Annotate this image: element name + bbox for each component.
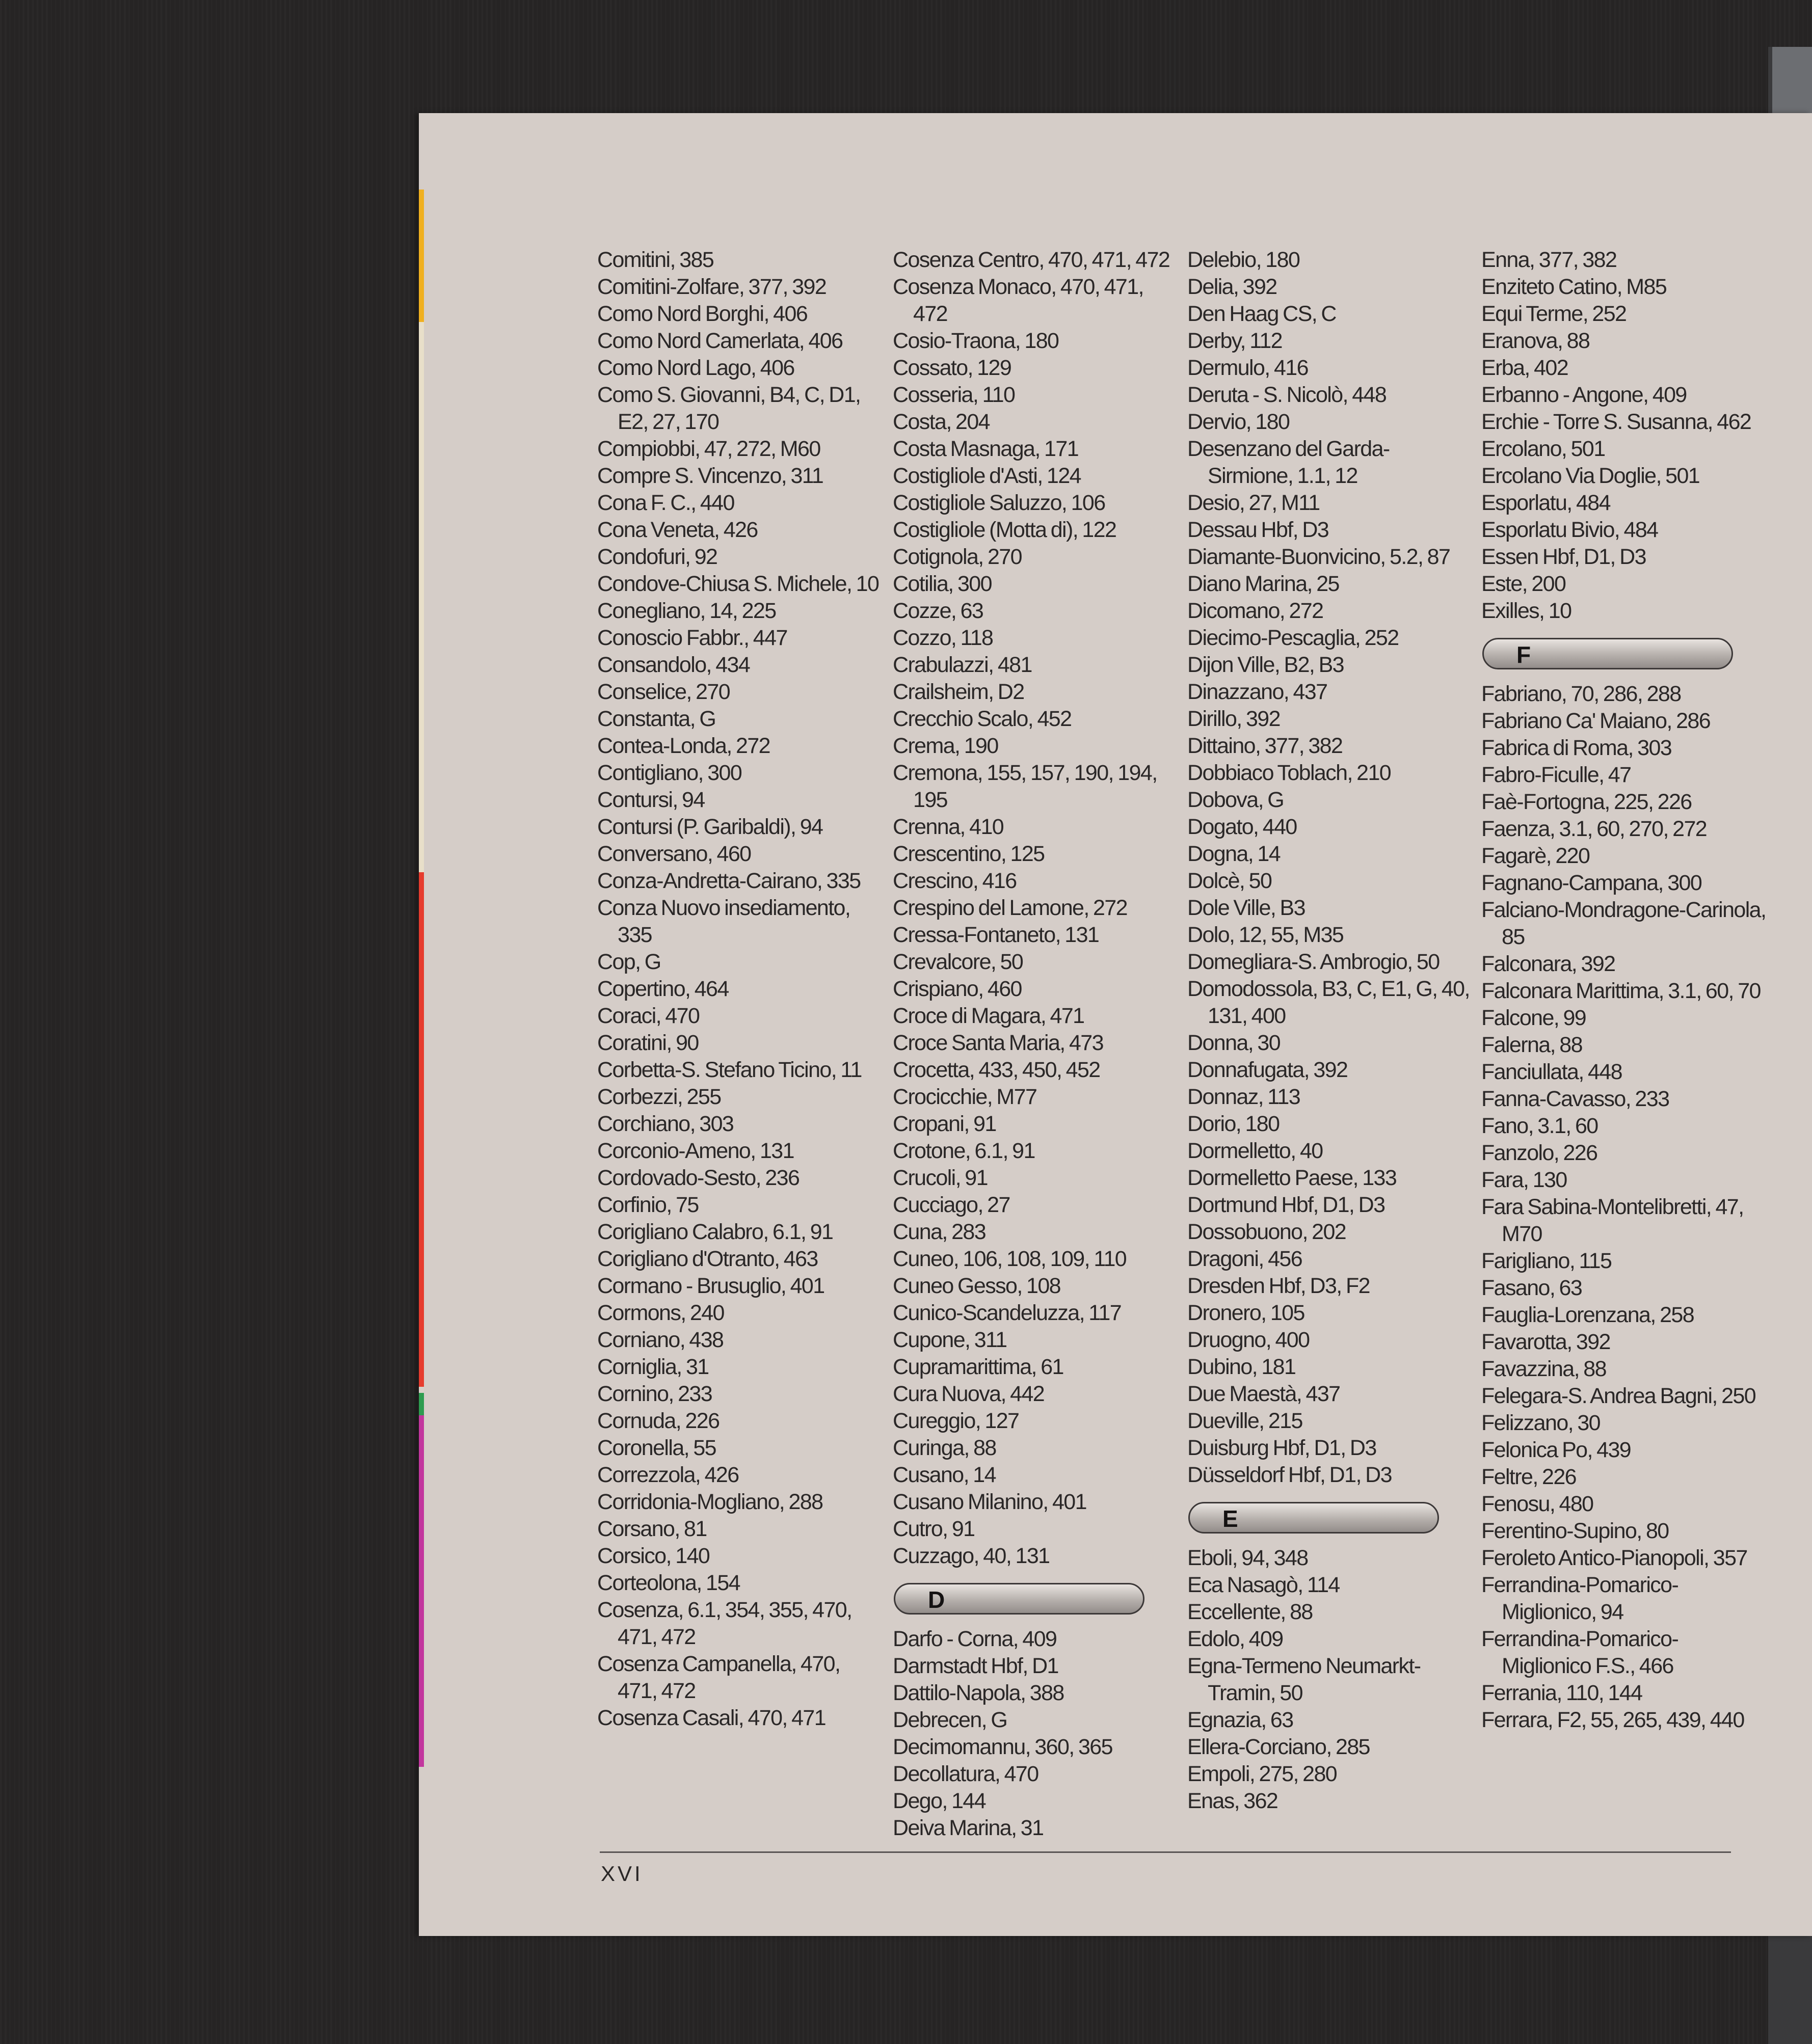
index-entry: Croce di Magara, 471 [893,1004,1084,1028]
index-entry: Cosenza Campanella, 470, 471, 472 [597,1652,840,1703]
index-entry: Erbanno - Angone, 409 [1481,383,1687,407]
index-entry: Corteolona, 154 [597,1571,740,1595]
index-entry: Como Nord Borghi, 406 [597,302,808,326]
index-entry: Dobova, G [1187,788,1284,812]
index-entry: Cura Nuova, 442 [893,1382,1045,1406]
index-entry: Falcone, 99 [1481,1006,1586,1030]
index-entry: Dortmund Hbf, D1, D3 [1187,1193,1385,1217]
index-entry: Domegliara-S. Ambrogio, 50 [1187,950,1440,974]
index-entry: Cormano - Brusuglio, 401 [597,1274,824,1298]
index-entry: Corfinio, 75 [597,1193,699,1217]
index-entry: Felizzano, 30 [1481,1411,1600,1435]
index-entry: Como Nord Lago, 406 [597,356,794,380]
index-entry: Dole Ville, B3 [1187,896,1305,920]
index-entry: Ferentino-Supino, 80 [1481,1519,1669,1543]
index-entry: Cop, G [597,950,661,974]
index-entry: Feltre, 226 [1481,1465,1576,1489]
index-entry: Fara, 130 [1481,1168,1567,1192]
index-column-2 [893,247,1178,1842]
index-entry: Cuneo, 106, 108, 109, 110 [893,1247,1127,1271]
index-entry: Crenna, 410 [893,815,1004,839]
index-entry: Ferrania, 110, 144 [1481,1681,1642,1705]
index-entry: Ferrandina-Pomarico-Miglionico, 94 [1481,1573,1678,1624]
index-entry: Dattilo-Napola, 388 [893,1681,1064,1705]
index-entry: Condofuri, 92 [597,545,717,569]
index-entry: Eccellente, 88 [1187,1600,1313,1624]
index-column-1 [597,247,883,1732]
index-entry: Crucoli, 91 [893,1166,988,1190]
index-entry: Coratini, 90 [597,1031,699,1055]
index-entry: Crema, 190 [893,734,998,758]
index-entry: Donna, 30 [1187,1031,1281,1055]
index-entry: Cordovado-Sesto, 236 [597,1166,800,1190]
index-entry: Corconio-Ameno, 131 [597,1139,794,1163]
index-entry: Dessau Hbf, D3 [1187,518,1329,542]
index-entry: Crocetta, 433, 450, 452 [893,1058,1100,1082]
index-entry: Decimomannu, 360, 365 [893,1735,1112,1759]
index-entry: Ercolano, 501 [1481,437,1605,461]
index-entry: Delebio, 180 [1187,248,1300,272]
index-entry: Fano, 3.1, 60 [1481,1114,1598,1138]
index-entry: Corridonia-Mogliano, 288 [597,1490,823,1514]
index-entry: Darfo - Corna, 409 [893,1627,1057,1651]
index-entry: Cormons, 240 [597,1301,724,1325]
index-entry: Conoscio Fabbr., 447 [597,626,787,650]
index-entry: Derby, 112 [1187,329,1282,353]
index-entry: Dorio, 180 [1187,1112,1280,1136]
index-entry: Coraci, 470 [597,1004,700,1028]
index-entry: Decollatura, 470 [893,1762,1038,1786]
index-entry: Como Nord Camerlata, 406 [597,329,843,353]
index-entry: Constanta, G [597,707,716,731]
index-entry: Enas, 362 [1187,1789,1278,1813]
index-entry: Felonica Po, 439 [1481,1438,1631,1462]
index-entry: Dicomano, 272 [1187,599,1323,623]
index-entry: Favarotta, 392 [1481,1330,1610,1354]
index-entry: Cossato, 129 [893,356,1011,380]
index-entry: Costigliole (Motta di), 122 [893,518,1116,542]
index-entry: Fanzolo, 226 [1481,1141,1597,1165]
index-entry: Conegliano, 14, 225 [597,599,776,623]
index-entry: Eranova, 88 [1481,329,1590,353]
index-entry: Crabulazzi, 481 [893,653,1032,677]
index-entry: Copertino, 464 [597,977,729,1001]
index-entry: Cornuda, 226 [597,1409,720,1433]
index-entry: Conselice, 270 [597,680,730,704]
section-header-d [894,1583,1144,1615]
index-entry: Equi Terme, 252 [1481,302,1627,326]
index-entry: Costigliole Saluzzo, 106 [893,491,1105,515]
index-entry: Esporlatu Bivio, 484 [1481,518,1658,542]
index-entry: Corigliano d'Otranto, 463 [597,1247,818,1271]
index-entry: Compre S. Vincenzo, 311 [597,464,823,488]
index-entry: Düsseldorf Hbf, D1, D3 [1187,1463,1392,1487]
index-entry: Corsano, 81 [597,1517,707,1541]
index-entry: Corchiano, 303 [597,1112,734,1136]
index-entry: Costa Masnaga, 171 [893,437,1079,461]
index-entry: Crocicchie, M77 [893,1085,1037,1109]
index-entry: Cona Veneta, 426 [597,518,758,542]
index-entry: Druogno, 400 [1187,1328,1310,1352]
index-entry: Dego, 144 [893,1789,986,1813]
index-columns [419,113,1812,1936]
index-entry: Diecimo-Pescaglia, 252 [1187,626,1399,650]
index-entry: Cutro, 91 [893,1517,975,1541]
index-entry: Dittaino, 377, 382 [1187,734,1343,758]
index-entry: Den Haag CS, C [1187,302,1336,326]
index-entry: Este, 200 [1481,572,1566,596]
index-entry: Fabriano Ca' Maiano, 286 [1481,709,1711,733]
index-entry: Enna, 377, 382 [1481,248,1617,272]
index-entry: Faenza, 3.1, 60, 270, 272 [1481,817,1707,841]
footer-rule [600,1851,1731,1853]
index-entry: Cucciago, 27 [893,1193,1010,1217]
index-entry: Dormelletto Paese, 133 [1187,1166,1397,1190]
index-entry: Crailsheim, D2 [893,680,1024,704]
index-page [419,113,1812,1936]
index-entry: Dijon Ville, B2, B3 [1187,653,1344,677]
index-column-3 [1187,247,1473,1815]
index-entry: Cotignola, 270 [893,545,1022,569]
index-entry: Dresden Hbf, D3, F2 [1187,1274,1370,1298]
index-entry: Empoli, 275, 280 [1187,1762,1337,1786]
index-entry: Donnaz, 113 [1187,1085,1300,1109]
index-entry: Essen Hbf, D1, D3 [1481,545,1646,569]
index-entry: Cusano, 14 [893,1463,996,1487]
index-entry: Cuna, 283 [893,1220,986,1244]
index-entry: Ferrandina-Pomarico-Miglionico F.S., 466 [1481,1627,1678,1678]
index-entry: Duisburg Hbf, D1, D3 [1187,1436,1376,1460]
index-entry: Cusano Milanino, 401 [893,1490,1086,1514]
index-entry: Cuzzago, 40, 131 [893,1544,1050,1568]
index-entry: Cosseria, 110 [893,383,1015,407]
index-entry: Dogato, 440 [1187,815,1297,839]
index-entry: Deiva Marina, 31 [893,1816,1044,1840]
index-entry: Fabro-Ficulle, 47 [1481,763,1631,787]
index-entry: Crespino del Lamone, 272 [893,896,1127,920]
index-entry: Cona F. C., 440 [597,491,734,515]
index-entry: Conversano, 460 [597,842,751,866]
index-entry: Croce Santa Maria, 473 [893,1031,1103,1055]
index-entry: Falconara, 392 [1481,952,1615,976]
section-header-e [1188,1502,1439,1534]
index-entry: Egnazia, 63 [1187,1708,1293,1732]
index-entry: Diano Marina, 25 [1187,572,1339,596]
index-entry: Cuneo Gesso, 108 [893,1274,1060,1298]
index-entry: Exilles, 10 [1481,599,1571,623]
index-entry: Condove-Chiusa S. Michele, 10 [597,572,879,596]
index-entry: Dossobuono, 202 [1187,1220,1346,1244]
index-entry: Falerna, 88 [1481,1033,1582,1057]
index-entry: Fenosu, 480 [1481,1492,1593,1516]
index-entry: Esporlatu, 484 [1481,491,1610,515]
index-entry: Feroleto Antico-Pianopoli, 357 [1481,1546,1747,1570]
index-entry: Dinazzano, 437 [1187,680,1327,704]
index-entry: Cropani, 91 [893,1112,996,1136]
index-entry: Como S. Giovanni, B4, C, D1, E2, 27, 170 [597,383,861,434]
index-entry: Deruta - S. Nicolò, 448 [1187,383,1387,407]
section-letter: E [1222,1505,1238,1532]
adjacent-page-edge [1772,47,1812,118]
index-entry: Falciano-Mondragone-Carinola, 85 [1481,898,1766,949]
index-entry: Cureggio, 127 [893,1409,1019,1433]
index-entry: Crispiano, 460 [893,977,1022,1001]
index-entry: Falconara Marittima, 3.1, 60, 70 [1481,979,1761,1003]
section-letter: D [928,1586,945,1613]
index-entry: Cupramarittima, 61 [893,1355,1063,1379]
index-entry: Comitini-Zolfare, 377, 392 [597,275,827,299]
index-entry: Fauglia-Lorenzana, 258 [1481,1303,1694,1327]
index-entry: Dragoni, 456 [1187,1247,1302,1271]
index-entry: Ellera-Corciano, 285 [1187,1735,1370,1759]
index-entry: Correzzola, 426 [597,1463,739,1487]
index-entry: Comitini, 385 [597,248,714,272]
index-entry: Cosenza Centro, 470, 471, 472 [893,248,1170,272]
index-entry: Delia, 392 [1187,275,1277,299]
index-entry: Corbezzi, 255 [597,1085,721,1109]
index-entry: Compiobbi, 47, 272, M60 [597,437,820,461]
index-entry: Costa, 204 [893,410,990,434]
index-entry: Debrecen, G [893,1708,1007,1732]
index-entry: Erba, 402 [1481,356,1568,380]
index-entry: Corbetta-S. Stefano Ticino, 11 [597,1058,862,1082]
page-number: XVI [601,1862,643,1886]
index-entry: Dirillo, 392 [1187,707,1280,731]
section-header-f [1482,638,1733,669]
index-entry: Contursi, 94 [597,788,705,812]
index-entry: Cunico-Scandeluzza, 117 [893,1301,1122,1325]
index-entry: Cosenza Monaco, 470, 471, 472 [893,275,1143,326]
index-entry: Cotilia, 300 [893,572,992,596]
index-entry: Dormelletto, 40 [1187,1139,1323,1163]
index-entry: Dervio, 180 [1187,410,1290,434]
index-entry: Crevalcore, 50 [893,950,1023,974]
index-entry: Fagnano-Campana, 300 [1481,871,1702,895]
index-entry: Consandolo, 434 [597,653,750,677]
index-entry: Cosenza Casali, 470, 471 [597,1706,826,1730]
index-entry: Darmstadt Hbf, D1 [893,1654,1058,1678]
index-entry: Crotone, 6.1, 91 [893,1139,1035,1163]
index-entry: Enziteto Catino, M85 [1481,275,1667,299]
index-entry: Cozze, 63 [893,599,983,623]
index-entry: Costigliole d'Asti, 124 [893,464,1081,488]
index-entry: Dubino, 181 [1187,1355,1296,1379]
index-entry: Conza-Andretta-Cairano, 335 [597,869,861,893]
index-entry: Edolo, 409 [1187,1627,1283,1651]
index-entry: Faè-Fortogna, 225, 226 [1481,790,1692,814]
index-entry: Dronero, 105 [1187,1301,1304,1325]
index-entry: Desenzano del Garda-Sirmione, 1.1, 12 [1187,437,1390,488]
index-entry: Corniano, 438 [597,1328,724,1352]
index-entry: Conza Nuovo insediamento, 335 [597,896,850,947]
index-entry: Domodossola, B3, C, E1, G, 40, 131, 400 [1187,977,1470,1028]
index-entry: Contea-Londa, 272 [597,734,770,758]
index-entry: Corsico, 140 [597,1544,710,1568]
index-entry: Eca Nasagò, 114 [1187,1573,1340,1597]
section-letter: F [1516,641,1531,668]
index-entry: Dermulo, 416 [1187,356,1308,380]
index-entry: Cornino, 233 [597,1382,712,1406]
index-entry: Dolcè, 50 [1187,869,1272,893]
index-entry: Cozzo, 118 [893,626,993,650]
index-entry: Favazzina, 88 [1481,1357,1606,1381]
index-entry: Corniglia, 31 [597,1355,709,1379]
index-entry: Contursi (P. Garibaldi), 94 [597,815,823,839]
index-entry: Ferrara, F2, 55, 265, 439, 440 [1481,1708,1744,1732]
index-entry: Felegara-S. Andrea Bagni, 250 [1481,1384,1756,1408]
index-entry: Cupone, 311 [893,1328,1007,1352]
index-column-4 [1481,247,1767,1734]
index-entry: Egna-Termeno Neumarkt-Tramin, 50 [1187,1654,1421,1705]
index-entry: Due Maestà, 437 [1187,1382,1340,1406]
index-entry: Fanciullata, 448 [1481,1060,1622,1084]
index-entry: Dobbiaco Toblach, 210 [1187,761,1391,785]
index-entry: Cremona, 155, 157, 190, 194, 195 [893,761,1157,812]
index-entry: Crescentino, 125 [893,842,1045,866]
index-entry: Cosio-Traona, 180 [893,329,1059,353]
index-entry: Dolo, 12, 55, M35 [1187,923,1344,947]
index-entry: Coronella, 55 [597,1436,716,1460]
index-entry: Farigliano, 115 [1481,1249,1612,1273]
index-entry: Cressa-Fontaneto, 131 [893,923,1099,947]
index-entry: Donnafugata, 392 [1187,1058,1348,1082]
index-entry: Fagarè, 220 [1481,844,1590,868]
index-entry: Crescino, 416 [893,869,1017,893]
index-entry: Fabriano, 70, 286, 288 [1481,682,1681,706]
index-entry: Curinga, 88 [893,1436,996,1460]
index-entry: Desio, 27, M11 [1187,491,1320,515]
index-entry: Contigliano, 300 [597,761,742,785]
index-entry: Cosenza, 6.1, 354, 355, 470, 471, 472 [597,1598,852,1649]
index-entry: Dueville, 215 [1187,1409,1302,1433]
index-entry: Corigliano Calabro, 6.1, 91 [597,1220,833,1244]
index-entry: Diamante-Buonvicino, 5.2, 87 [1187,545,1450,569]
index-entry: Fasano, 63 [1481,1276,1582,1300]
index-entry: Fanna-Cavasso, 233 [1481,1087,1669,1111]
index-entry: Crecchio Scalo, 452 [893,707,1072,731]
index-entry: Erchie - Torre S. Susanna, 462 [1481,410,1751,434]
index-entry: Fabrica di Roma, 303 [1481,736,1672,760]
index-entry: Fara Sabina-Montelibretti, 47, M70 [1481,1195,1744,1246]
index-entry: Dogna, 14 [1187,842,1281,866]
index-entry: Ercolano Via Doglie, 501 [1481,464,1700,488]
index-entry: Eboli, 94, 348 [1187,1546,1308,1570]
